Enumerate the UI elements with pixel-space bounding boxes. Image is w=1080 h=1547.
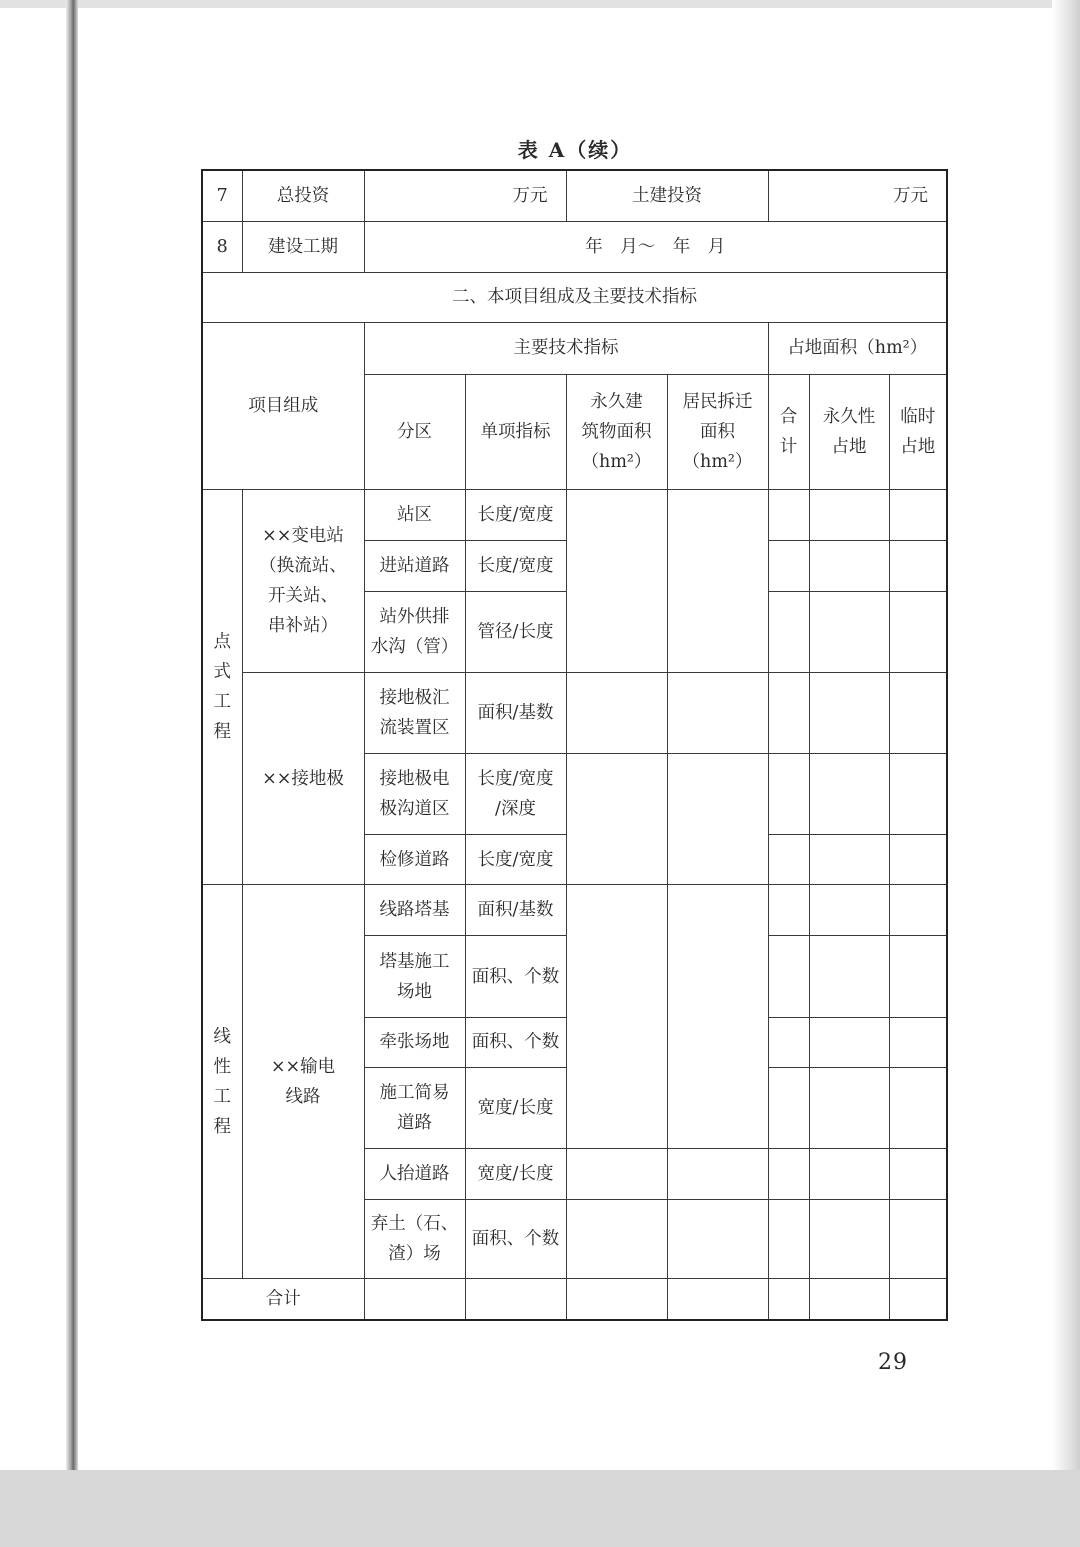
zone-cell: 线路塔基 xyxy=(364,885,465,936)
permanent-area-input[interactable] xyxy=(809,1067,889,1148)
temporary-area-input[interactable] xyxy=(889,753,947,834)
permanent-area-input[interactable] xyxy=(809,672,889,753)
building-area-input[interactable] xyxy=(566,672,667,753)
main-indicators-header: 主要技术指标 xyxy=(364,322,768,374)
temporary-area-input[interactable] xyxy=(889,1148,947,1199)
table-caption: 表 A（续） xyxy=(517,138,633,162)
permanent-area-input[interactable] xyxy=(809,835,889,885)
page-number: 29 xyxy=(878,1350,908,1375)
total-area-input[interactable] xyxy=(768,1200,809,1279)
permanent-area-input[interactable] xyxy=(809,753,889,834)
section-title: 二、本项目组成及主要技术指标 xyxy=(202,272,947,322)
temporary-area-input[interactable] xyxy=(889,672,947,753)
total-area-input[interactable] xyxy=(768,541,809,591)
building-area-input[interactable] xyxy=(566,885,667,1149)
civil-investment-value-cell[interactable]: 万元 xyxy=(768,170,947,221)
permanent-area-input[interactable] xyxy=(809,885,889,936)
relocation-area-input[interactable] xyxy=(667,885,768,1149)
page-edge-shadow xyxy=(1052,0,1080,1547)
temporary-area-input[interactable] xyxy=(889,885,947,936)
zone-cell: 进站道路 xyxy=(364,541,465,591)
construction-period-value-cell[interactable]: 年 月～ 年 月 xyxy=(364,221,947,272)
indicator-cell: 面积/基数 xyxy=(465,885,566,936)
indicator-cell: 长度/宽度 xyxy=(465,490,566,541)
zone-cell: 检修道路 xyxy=(364,835,465,885)
temporary-area-input[interactable] xyxy=(889,541,947,591)
row-number: 8 xyxy=(202,221,242,272)
total-area-input[interactable] xyxy=(768,490,809,541)
table-row xyxy=(202,672,947,753)
relocation-area-input[interactable] xyxy=(667,1200,768,1279)
total-area-input[interactable] xyxy=(768,936,809,1017)
permanent-area-header: 永久性 占地 xyxy=(809,375,889,490)
total-row-label: 合计 xyxy=(202,1279,364,1320)
building-area-input[interactable] xyxy=(566,1200,667,1279)
row-number: 7 xyxy=(202,170,242,221)
temporary-area-input[interactable] xyxy=(889,1200,947,1279)
relocation-area-input[interactable] xyxy=(667,672,768,753)
header-row-1 xyxy=(202,322,947,374)
building-area-input[interactable] xyxy=(566,490,667,672)
total-area-input[interactable] xyxy=(768,885,809,936)
grounding-electrode-name: ××接地极 xyxy=(242,672,364,885)
indicator-cell: 长度/宽度 xyxy=(465,835,566,885)
permanent-area-input[interactable] xyxy=(809,591,889,672)
total-building-area-input[interactable] xyxy=(566,1279,667,1320)
relocation-area-input[interactable] xyxy=(667,490,768,672)
indicator-cell: 面积、个数 xyxy=(465,1017,566,1067)
zone-cell: 塔基施工 场地 xyxy=(364,936,465,1017)
indicator-cell: 宽度/长度 xyxy=(465,1067,566,1148)
total-investment-value-cell[interactable]: 万元 xyxy=(364,170,566,221)
indicator-cell: 长度/宽度 /深度 xyxy=(465,753,566,834)
total-area-input[interactable] xyxy=(768,1017,809,1067)
permanent-area-input[interactable] xyxy=(809,1148,889,1199)
zone-cell: 站区 xyxy=(364,490,465,541)
permanent-area-input[interactable] xyxy=(809,490,889,541)
indicator-cell: 宽度/长度 xyxy=(465,1148,566,1199)
table-row xyxy=(202,490,947,541)
relocation-area-header: 居民拆迁 面积 （hm²） xyxy=(667,375,768,490)
total-permanent-area-input[interactable] xyxy=(809,1279,889,1320)
zone-cell: 弃土（石、 渣）场 xyxy=(364,1200,465,1279)
section-title-row xyxy=(202,272,947,322)
row-total-investment xyxy=(202,170,947,221)
line-project-label: 线性工程 xyxy=(202,885,242,1279)
zone-cell: 接地极汇 流装置区 xyxy=(364,672,465,753)
total-indicator-input[interactable] xyxy=(465,1279,566,1320)
total-zone-input[interactable] xyxy=(364,1279,465,1320)
relocation-area-input[interactable] xyxy=(667,1148,768,1199)
total-row xyxy=(202,1279,947,1320)
substation-name: ××变电站 （换流站、 开关站、 串补站） xyxy=(242,490,364,672)
transmission-line-name: ××输电 线路 xyxy=(242,885,364,1279)
permanent-area-input[interactable] xyxy=(809,1200,889,1279)
civil-investment-label: 土建投资 xyxy=(566,170,768,221)
scan-top-edge xyxy=(0,0,1080,8)
temporary-area-input[interactable] xyxy=(889,936,947,1017)
zone-cell: 站外供排 水沟（管） xyxy=(364,591,465,672)
temporary-area-input[interactable] xyxy=(889,490,947,541)
book-spine-shadow xyxy=(66,0,78,1547)
zone-cell: 施工简易 道路 xyxy=(364,1067,465,1148)
total-area-input[interactable] xyxy=(768,753,809,834)
zone-cell: 牵张场地 xyxy=(364,1017,465,1067)
total-temporary-area-input[interactable] xyxy=(889,1279,947,1320)
temporary-area-input[interactable] xyxy=(889,835,947,885)
indicator-cell: 面积、个数 xyxy=(465,936,566,1017)
building-area-input[interactable] xyxy=(566,753,667,884)
total-area-header: 合 计 xyxy=(768,375,809,490)
zone-cell: 接地极电 极沟道区 xyxy=(364,753,465,834)
total-area-input[interactable] xyxy=(768,1148,809,1199)
row-construction-period xyxy=(202,221,947,272)
temporary-area-input[interactable] xyxy=(889,591,947,672)
total-relocation-area-input[interactable] xyxy=(667,1279,768,1320)
total-area-input[interactable] xyxy=(768,591,809,672)
building-area-header: 永久建 筑物面积 （hm²） xyxy=(566,375,667,490)
single-indicator-header: 单项指标 xyxy=(465,375,566,490)
total-area-input[interactable] xyxy=(768,672,809,753)
point-project-label: 点式工程 xyxy=(202,490,242,885)
temporary-area-input[interactable] xyxy=(889,1067,947,1148)
total-area-input[interactable] xyxy=(768,1067,809,1148)
temporary-area-header: 临时 占地 xyxy=(889,375,947,490)
permanent-area-input[interactable] xyxy=(809,936,889,1017)
project-composition-header: 项目组成 xyxy=(202,322,364,489)
zone-cell: 人抬道路 xyxy=(364,1148,465,1199)
land-area-header: 占地面积（hm²） xyxy=(768,322,947,374)
permanent-area-input[interactable] xyxy=(809,1017,889,1067)
indicator-cell: 管径/长度 xyxy=(465,591,566,672)
scan-bottom-edge xyxy=(0,1470,1080,1547)
relocation-area-input[interactable] xyxy=(667,753,768,884)
indicator-cell: 面积、个数 xyxy=(465,1200,566,1279)
total-area-input[interactable] xyxy=(768,835,809,885)
building-area-input[interactable] xyxy=(566,1148,667,1199)
indicator-cell: 长度/宽度 xyxy=(465,541,566,591)
project-form-table xyxy=(201,169,948,1321)
total-area-input[interactable] xyxy=(768,1279,809,1320)
zone-header: 分区 xyxy=(364,375,465,490)
temporary-area-input[interactable] xyxy=(889,1017,947,1067)
table-row xyxy=(202,885,947,936)
permanent-area-input[interactable] xyxy=(809,541,889,591)
indicator-cell: 面积/基数 xyxy=(465,672,566,753)
construction-period-label: 建设工期 xyxy=(242,221,364,272)
total-investment-label: 总投资 xyxy=(242,170,364,221)
